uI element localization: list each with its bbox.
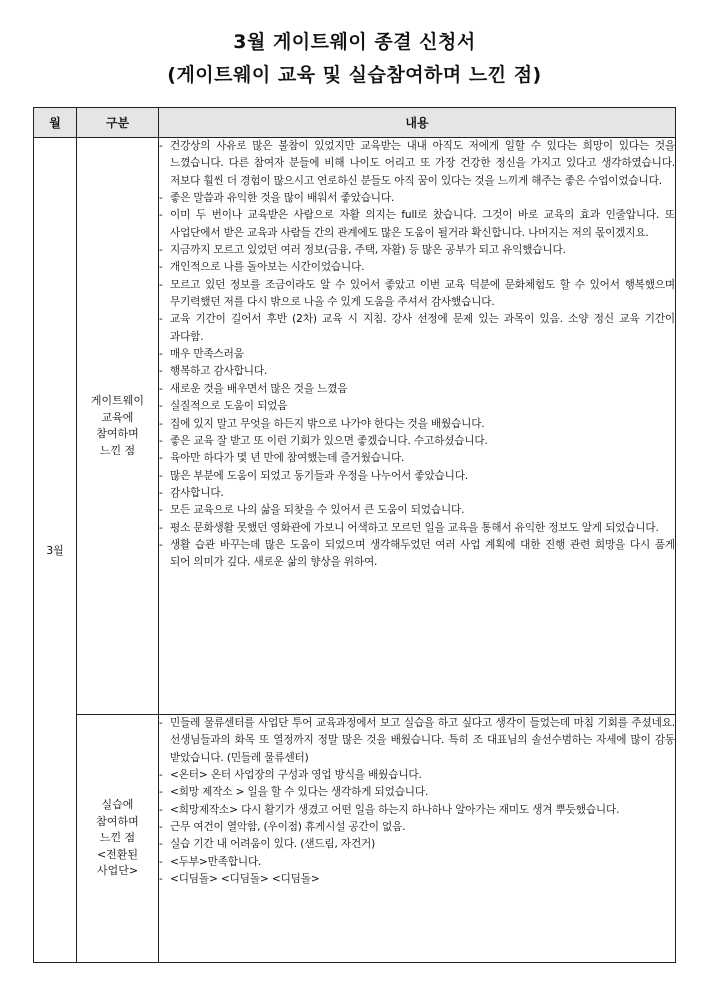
list-item: - <디딤돌> <디딤돌> <디딤돌> [159, 871, 675, 888]
application-table [33, 107, 676, 963]
category-line: 사업단> [96, 864, 139, 878]
category-line: 참여하며 [96, 427, 139, 440]
header-month: 월 [34, 108, 77, 138]
category-line: 느낀 점 [99, 831, 136, 845]
list-item: - 행복하고 감사합니다. [159, 363, 675, 380]
list-item: - 집에 있지 말고 무엇을 하든지 밖으로 나가야 한다는 것을 배웠습니다. [159, 416, 675, 433]
list-item: - 교육 기간이 길어서 후반 (2차) 교육 시 지침. 강사 선정에 문제 있는 과목이 있음. 소양 정신 교육 기간이 과다함. [159, 311, 675, 346]
month-cell: 3월 [34, 138, 77, 963]
list-item: - 육아만 하다가 몇 년 만에 참여했는데 즐거웠습니다. [159, 450, 675, 467]
category-line: 느낀 점 [99, 443, 136, 457]
list-item: - 민들레 물류센터를 사업단 투어 교육과정에서 보고 실습을 하고 싶다고 생각이 들었는데 마침 기회를 주셨네요. 선생님들과의 화목 또 열정까지 정말 많은 것을 배웠습니다. 특히 조 대표님의 솔선수범하는 자세에 많이 감동 받았습니다. (민들레 물류센터) [159, 715, 675, 767]
list-item: - 개인적으로 나를 돌아보는 시간이었습니다. [159, 259, 675, 276]
list-item: - 모르고 있던 정보를 조금이라도 알 수 있어서 좋았고 이번 교육 덕분에 문화체험도 할 수 있어서 행복했으며 무기력했던 저를 다시 밖으로 나올 수 있게 도움을 주셔서 감사했습니다. [159, 277, 675, 312]
content-cell-practice [159, 715, 676, 963]
list-item: - 좋은 말씀과 유익한 것을 많이 배워서 좋았습니다. [159, 190, 675, 207]
practice-comment-list [159, 715, 675, 888]
list-item: - 생활 습관 바꾸는데 많은 도움이 되었으며 생각해두었던 여러 사업 계획에 대한 진행 관련 희망을 다시 품게 되어 의미가 깊다. 새로운 삶의 향상을 위하여. [159, 537, 675, 572]
list-item: - 새로운 것을 배우면서 많은 것을 느꼈음 [159, 381, 675, 398]
list-item: - 실질적으로 도움이 되었음 [159, 398, 675, 415]
list-item: - <온터> 온터 사업장의 구성과 영업 방식을 배웠습니다. [159, 767, 675, 784]
list-item: - 매우 만족스러움 [159, 346, 675, 363]
header-row [34, 108, 676, 138]
header-category: 구분 [77, 108, 159, 138]
list-item: - 건강상의 사유로 많은 불참이 있었지만 교육받는 내내 아직도 저에게 일할 수 있다는 희망이 있다는 것을 느꼈습니다. 다른 참여자 분들에 비해 나이도 어리고 또 가장 건강한 정신을 가지고 있다고 생각하였습니다. 저보다 훨씬 더 경험이 많으시고 연로하신 분들도 아직 꿈이 있다는 것을 느끼게 해주는 좋은 수업이었습니다. [159, 138, 675, 190]
list-item: - <희망 제작소 > 일을 할 수 있다는 생각하게 되었습니다. [159, 784, 675, 801]
category-line: 교육에 [101, 410, 134, 424]
list-item: - 모든 교육으로 나의 삶을 되찾을 수 있어서 큰 도움이 되었습니다. [159, 502, 675, 519]
section-row-education [34, 138, 676, 715]
list-item: - 좋은 교육 잘 받고 또 이런 기회가 있으면 좋겠습니다. 수고하셨습니다. [159, 433, 675, 450]
list-item: - 실습 기간 내 어려움이 있다. (샌드림, 자건거) [159, 836, 675, 853]
content-cell-education [159, 138, 676, 715]
list-item: - 이미 두 번이나 교육받은 사람으로 자활 의지는 full로 찼습니다. 그것이 바로 교육의 효과 인줄압니다. 또 사업단에서 받은 교육과 사람들 간의 관계에도 많은 도움이 될거라 확신합니다. 나머지는 저의 몫이겠지요. [159, 207, 675, 242]
category-cell-education [77, 138, 159, 715]
category-line: 실습에 [101, 798, 134, 812]
list-item: - 감사합니다. [159, 485, 675, 502]
list-item: - <희망제작소> 다시 활기가 생겼고 어떤 일을 하는지 하나하나 알아가는 재미도 생겨 뿌듯했습니다. [159, 802, 675, 819]
list-item: - 많은 부분에 도움이 되었고 동기들과 우정을 나누어서 좋았습니다. [159, 468, 675, 485]
list-item: - 평소 문화생활 못했던 영화관에 가보니 어색하고 모르던 일을 교육을 통해서 유익한 정보도 알게 되었습니다. [159, 520, 675, 537]
list-item: - 지금까지 모르고 있었던 여러 정보(금융, 주택, 자활) 등 많은 공부가 되고 유익했습니다. [159, 242, 675, 259]
category-line: 참여하며 [96, 814, 139, 828]
category-line: 게이트웨이 [90, 394, 145, 407]
list-item: - 근무 여건이 열악함, (우이점) 휴게시설 공간이 없음. [159, 819, 675, 836]
section-row-practice [34, 715, 676, 963]
header-content: 내용 [159, 108, 676, 138]
category-line: <전환된 [96, 847, 139, 861]
document-subtitle: (게이트웨이 교육 및 실습참여하며 느낀 점) [167, 64, 542, 86]
list-item: - <두부>만족합니다. [159, 854, 675, 871]
education-comment-list [159, 138, 675, 572]
category-cell-practice [77, 715, 159, 963]
document-title: 3월 게이트웨이 종결 신청서 [233, 31, 476, 53]
